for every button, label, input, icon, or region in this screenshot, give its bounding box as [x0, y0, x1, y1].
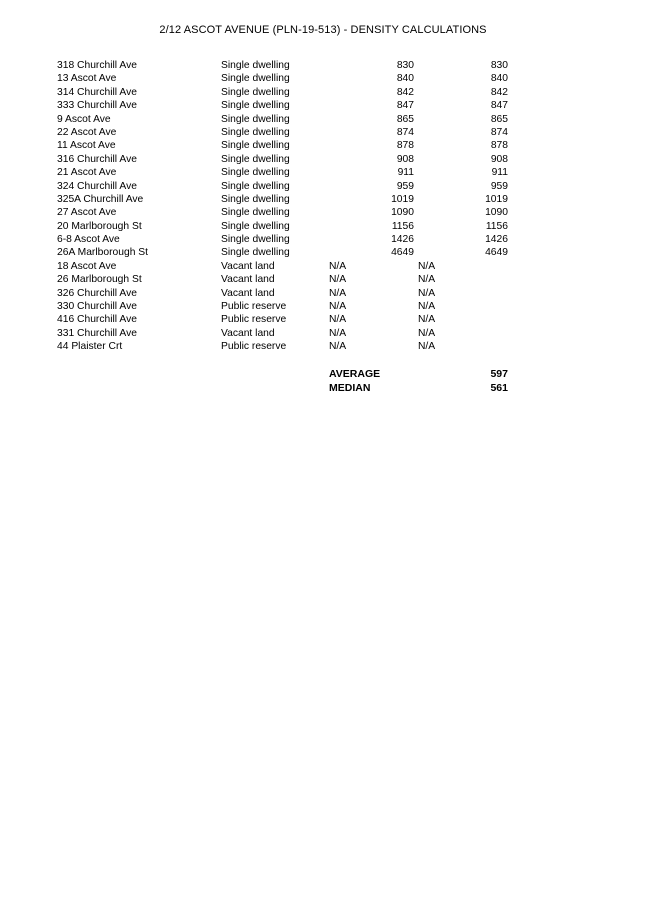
address-cell: 316 Churchill Ave [57, 153, 137, 165]
value2-cell: 1090 [485, 207, 508, 219]
table-row [0, 193, 646, 206]
type-cell: Single dwelling [221, 207, 290, 219]
value2-cell: 1019 [485, 193, 508, 205]
average-value: 597 [490, 368, 508, 380]
type-cell: Vacant land [221, 327, 275, 339]
table-row [0, 340, 646, 353]
na2-cell: N/A [418, 327, 436, 339]
address-cell: 26A Marlborough St [57, 247, 149, 259]
table-row [0, 206, 646, 219]
na1-cell: N/A [329, 260, 347, 272]
type-cell: Public reserve [221, 314, 287, 326]
address-cell: 27 Ascot Ave [57, 207, 117, 219]
value1-cell: 1090 [391, 207, 414, 219]
na2-cell: N/A [418, 301, 436, 313]
table-row [0, 287, 646, 300]
value1-cell: 865 [396, 113, 414, 125]
na1-cell: N/A [329, 327, 347, 339]
value2-cell: 908 [490, 153, 508, 165]
na1-cell: N/A [329, 314, 347, 326]
table-row [0, 139, 646, 152]
na1-cell: N/A [329, 341, 347, 353]
type-cell: Single dwelling [221, 193, 290, 205]
table-row [0, 86, 646, 99]
na2-cell: N/A [418, 314, 436, 326]
density-table [0, 59, 646, 354]
table-row [0, 126, 646, 139]
type-cell: Vacant land [221, 260, 275, 272]
value2-cell: 842 [490, 86, 508, 98]
type-cell: Single dwelling [221, 247, 290, 259]
value2-cell: 959 [490, 180, 508, 192]
table-row [0, 113, 646, 126]
value1-cell: 830 [396, 60, 414, 71]
table-row [0, 180, 646, 193]
type-cell: Public reserve [221, 341, 287, 353]
table-row [0, 300, 646, 313]
type-cell: Single dwelling [221, 220, 290, 232]
type-cell: Single dwelling [221, 180, 290, 192]
type-cell: Single dwelling [221, 126, 290, 138]
value2-cell: 847 [490, 100, 508, 112]
type-cell: Public reserve [221, 301, 287, 313]
na2-cell: N/A [418, 341, 436, 353]
address-cell: 21 Ascot Ave [57, 167, 117, 179]
na1-cell: N/A [329, 287, 347, 299]
table-row [0, 59, 646, 72]
address-cell: 333 Churchill Ave [57, 100, 137, 112]
value1-cell: 908 [396, 153, 414, 165]
type-cell: Vacant land [221, 287, 275, 299]
type-cell: Single dwelling [221, 86, 290, 98]
table-row [0, 153, 646, 166]
value2-cell: 874 [490, 126, 508, 138]
value1-cell: 1019 [391, 193, 414, 205]
type-cell: Vacant land [221, 274, 275, 286]
address-cell: 331 Churchill Ave [57, 327, 137, 339]
table-row [0, 260, 646, 273]
value1-cell: 1426 [391, 234, 414, 246]
value2-cell: 911 [491, 167, 508, 179]
address-cell: 9 Ascot Ave [57, 113, 111, 125]
table-row [0, 233, 646, 246]
page-title: 2/12 ASCOT AVENUE (PLN-19-513) - DENSITY CALCULATIONS [159, 24, 487, 36]
summary-block [0, 367, 646, 395]
value2-cell: 1156 [485, 220, 508, 232]
address-cell: 20 Marlborough St [57, 220, 142, 232]
type-cell: Single dwelling [221, 73, 290, 85]
table-row [0, 313, 646, 326]
value1-cell: 4649 [391, 247, 414, 259]
address-cell: 26 Marlborough St [57, 274, 142, 286]
table-row [0, 220, 646, 233]
na2-cell: N/A [418, 260, 436, 272]
table-row [0, 72, 646, 85]
value2-cell: 4649 [485, 247, 508, 259]
type-cell: Single dwelling [221, 113, 290, 125]
value1-cell: 840 [396, 73, 414, 85]
type-cell: Single dwelling [221, 234, 290, 246]
median-row [0, 381, 646, 395]
value2-cell: 1426 [485, 234, 508, 246]
value2-cell: 865 [490, 113, 508, 125]
value2-cell: 878 [490, 140, 508, 152]
value1-cell: 959 [396, 180, 414, 192]
address-cell: 11 Ascot Ave [57, 140, 116, 152]
address-cell: 6-8 Ascot Ave [57, 234, 120, 246]
na2-cell: N/A [418, 274, 436, 286]
type-cell: Single dwelling [221, 167, 290, 179]
address-cell: 326 Churchill Ave [57, 287, 137, 299]
value2-cell: 840 [490, 73, 508, 85]
value2-cell: 830 [490, 60, 508, 71]
value1-cell: 874 [396, 126, 414, 138]
address-cell: 13 Ascot Ave [57, 73, 117, 85]
value1-cell: 842 [396, 86, 414, 98]
na1-cell: N/A [329, 274, 347, 286]
value1-cell: 911 [397, 167, 414, 179]
type-cell: Single dwelling [221, 60, 290, 71]
average-row [0, 367, 646, 381]
address-cell: 22 Ascot Ave [57, 126, 117, 138]
type-cell: Single dwelling [221, 100, 290, 112]
table-row [0, 166, 646, 179]
address-cell: 314 Churchill Ave [57, 86, 137, 98]
average-label: AVERAGE [329, 368, 381, 380]
address-cell: 318 Churchill Ave [57, 60, 137, 71]
median-label: MEDIAN [329, 382, 371, 394]
address-cell: 416 Churchill Ave [57, 314, 137, 326]
value1-cell: 878 [396, 140, 414, 152]
value1-cell: 847 [396, 100, 414, 112]
address-cell: 44 Plaister Crt [57, 341, 123, 353]
table-row [0, 246, 646, 259]
table-row [0, 273, 646, 286]
median-value: 561 [490, 382, 508, 394]
table-row [0, 99, 646, 112]
value1-cell: 1156 [391, 220, 414, 232]
na2-cell: N/A [418, 287, 436, 299]
address-cell: 18 Ascot Ave [57, 260, 117, 272]
address-cell: 330 Churchill Ave [57, 301, 137, 313]
type-cell: Single dwelling [221, 140, 290, 152]
address-cell: 324 Churchill Ave [57, 180, 137, 192]
address-cell: 325A Churchill Ave [57, 193, 144, 205]
type-cell: Single dwelling [221, 153, 290, 165]
na1-cell: N/A [329, 301, 347, 313]
table-row [0, 327, 646, 340]
